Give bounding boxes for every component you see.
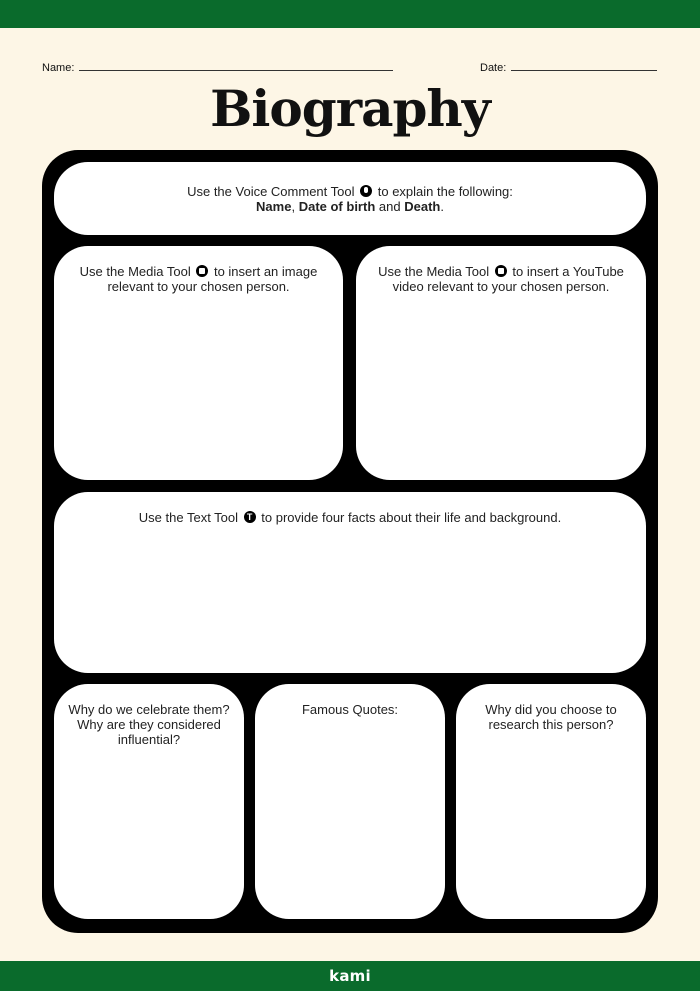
celebrate-line1: Why do we celebrate them?	[68, 702, 230, 717]
name-line	[79, 70, 393, 71]
kami-logo: kami	[329, 967, 371, 985]
facts-instruction: Use the Text Tool T to provide four facts about their life and background.	[54, 510, 646, 525]
video-instruction-line2: video relevant to your chosen person.	[392, 279, 610, 294]
image-instruction-line2: relevant to your chosen person.	[107, 279, 290, 294]
video-instruction-line1: Use the Media Tool to insert a YouTube	[378, 264, 624, 279]
voice-instruction-line1: Use the Voice Comment Tool to explain the following:	[187, 184, 513, 199]
quotes-box[interactable]	[255, 684, 445, 919]
research-line2: research this person?	[488, 717, 614, 732]
microphone-icon	[360, 185, 372, 197]
worksheet-frame	[42, 150, 658, 933]
quotes-label: Famous Quotes:	[301, 702, 399, 717]
voice-instruction-line2: Name, Date of birth and Death.	[256, 199, 444, 214]
image-instruction-line1: Use the Media Tool to insert an image	[79, 264, 318, 279]
celebrate-line3: influential?	[117, 732, 181, 747]
media-icon	[495, 265, 507, 277]
date-line	[511, 70, 657, 71]
voice-comment-box[interactable]	[54, 162, 646, 235]
date-label: Date:	[480, 62, 507, 74]
image-box[interactable]	[54, 246, 343, 480]
top-bar	[0, 0, 700, 28]
research-line1: Why did you choose to	[485, 702, 617, 717]
bottom-bar	[0, 961, 700, 991]
celebrate-box[interactable]	[54, 684, 244, 919]
name-label: Name:	[42, 62, 75, 74]
facts-box[interactable]	[54, 492, 646, 673]
media-icon	[196, 265, 208, 277]
text-tool-icon	[244, 511, 256, 523]
page-title: Biography	[210, 79, 490, 138]
research-box[interactable]	[456, 684, 646, 919]
video-box[interactable]	[356, 246, 646, 480]
celebrate-line2: Why are they considered	[77, 717, 221, 732]
